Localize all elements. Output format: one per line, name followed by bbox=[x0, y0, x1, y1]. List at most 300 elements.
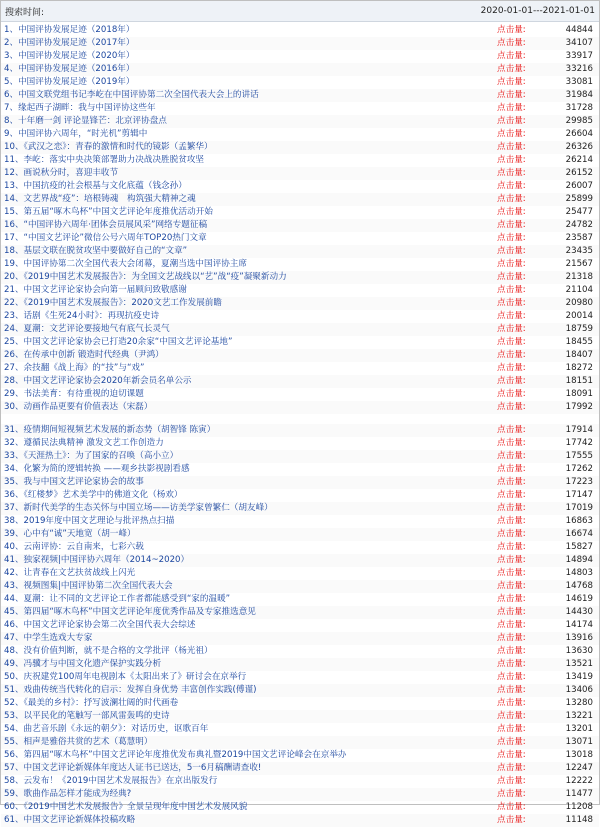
article-link[interactable] bbox=[4, 658, 497, 671]
article-link[interactable] bbox=[4, 619, 497, 632]
list-item bbox=[1, 749, 599, 762]
article-link[interactable] bbox=[4, 788, 497, 801]
article-number: 21 bbox=[4, 285, 15, 295]
click-count-label: 点击量: bbox=[497, 25, 526, 35]
list-item bbox=[1, 645, 599, 658]
article-title: “中国评协六周年·团体会员展风采”网络专题征稿 bbox=[23, 220, 208, 230]
article-title: 《红楼梦》艺术美学中的佛道文化（杨欢） bbox=[23, 490, 183, 500]
click-count bbox=[497, 775, 599, 788]
click-count bbox=[497, 37, 599, 50]
list-item bbox=[1, 349, 599, 362]
article-link[interactable] bbox=[4, 437, 497, 450]
article-title: 云南评协：云自南来，七彩六载 bbox=[23, 542, 144, 552]
click-count-label: 点击量: bbox=[497, 516, 526, 526]
list-item bbox=[1, 310, 599, 323]
article-link[interactable] bbox=[4, 102, 497, 115]
click-count bbox=[497, 76, 599, 89]
article-number: 45 bbox=[4, 607, 15, 617]
number-separator: 、 bbox=[14, 168, 24, 178]
click-count-value: 33081 bbox=[565, 77, 593, 87]
click-count-value: 26007 bbox=[565, 181, 593, 191]
article-link[interactable] bbox=[4, 89, 497, 102]
article-title: 中国文艺评论家协会第二次全国代表大会综述 bbox=[23, 620, 196, 630]
article-number: 3 bbox=[4, 51, 10, 61]
number-separator: 、 bbox=[14, 363, 24, 373]
click-count-label: 点击量: bbox=[497, 711, 526, 721]
click-count-label: 点击量: bbox=[497, 298, 526, 308]
click-count bbox=[497, 502, 599, 515]
click-count bbox=[497, 180, 599, 193]
number-separator: 、 bbox=[9, 129, 19, 139]
click-count bbox=[497, 749, 599, 762]
click-count-value: 14430 bbox=[565, 607, 593, 617]
click-count bbox=[497, 645, 599, 658]
click-count-value: 18151 bbox=[565, 376, 593, 386]
click-count-value: 13201 bbox=[565, 724, 593, 734]
click-count bbox=[497, 736, 599, 749]
article-number: 37 bbox=[4, 503, 15, 513]
article-link[interactable] bbox=[4, 76, 497, 89]
article-number: 42 bbox=[4, 568, 15, 578]
article-title: 以平民化的笔触写一部风雷轰鸣的史诗 bbox=[23, 711, 170, 721]
article-title: 歌曲作品怎样才能成为经典? bbox=[23, 789, 132, 799]
click-count-label: 点击量: bbox=[497, 737, 526, 747]
article-link[interactable] bbox=[4, 349, 497, 362]
article-link[interactable] bbox=[4, 115, 497, 128]
click-count-value: 33216 bbox=[565, 64, 593, 74]
article-number: 32 bbox=[4, 438, 15, 448]
click-count-value: 33917 bbox=[565, 51, 593, 61]
click-count-label: 点击量: bbox=[497, 77, 526, 87]
article-title: 《2019中国艺术发展报告》：2020文艺工作发展前瞻 bbox=[23, 298, 222, 308]
article-number: 36 bbox=[4, 490, 15, 500]
article-link[interactable] bbox=[4, 762, 497, 775]
article-link[interactable] bbox=[4, 50, 497, 63]
article-link[interactable] bbox=[4, 814, 497, 827]
click-count bbox=[497, 297, 599, 310]
list-item bbox=[1, 476, 599, 489]
article-link[interactable] bbox=[4, 489, 497, 502]
article-number: 44 bbox=[4, 594, 15, 604]
click-count-label: 点击量: bbox=[497, 464, 526, 474]
article-number: 6 bbox=[4, 90, 10, 100]
article-number: 51 bbox=[4, 685, 15, 695]
article-number: 2 bbox=[4, 38, 10, 48]
click-count-label: 点击量: bbox=[497, 776, 526, 786]
article-link[interactable] bbox=[4, 310, 497, 323]
click-count-value: 18407 bbox=[565, 350, 593, 360]
article-number: 46 bbox=[4, 620, 15, 630]
click-count bbox=[497, 515, 599, 528]
article-link[interactable] bbox=[4, 775, 497, 788]
article-number: 54 bbox=[4, 724, 15, 734]
number-separator: 、 bbox=[14, 451, 24, 461]
click-count-value: 11148 bbox=[565, 815, 593, 825]
number-separator: 、 bbox=[14, 181, 24, 191]
click-count bbox=[497, 388, 599, 401]
article-title: 夏潮：让不同的文艺评论工作者都能感受到“家的温暖” bbox=[23, 594, 231, 604]
click-count bbox=[497, 762, 599, 775]
article-title: 心中有“诚”天地宽（胡一峰） bbox=[23, 529, 136, 539]
click-count-label: 点击量: bbox=[497, 246, 526, 256]
click-count-label: 点击量: bbox=[497, 672, 526, 682]
article-title: 遵循民法典精神 激发文艺工作创造力 bbox=[23, 438, 164, 448]
click-count bbox=[497, 723, 599, 736]
click-count bbox=[497, 580, 599, 593]
article-number: 59 bbox=[4, 789, 15, 799]
number-separator: 、 bbox=[14, 594, 24, 604]
article-link[interactable] bbox=[4, 323, 497, 336]
click-count-label: 点击量: bbox=[497, 142, 526, 152]
article-title: 中国文艺评论家协会向第一届顾问致敬感谢 bbox=[23, 285, 187, 295]
article-title: 庆祝建党100周年电视剧本《太阳出来了》研讨会在京举行 bbox=[23, 672, 247, 682]
click-count bbox=[497, 206, 599, 219]
number-separator: 、 bbox=[14, 490, 24, 500]
click-count-label: 点击量: bbox=[497, 607, 526, 617]
number-separator: 、 bbox=[14, 763, 24, 773]
click-count bbox=[497, 115, 599, 128]
article-title: 话剧《生死24小时》：再现抗疫史诗 bbox=[23, 311, 160, 321]
article-link[interactable] bbox=[4, 388, 497, 401]
number-separator: 、 bbox=[14, 259, 24, 269]
number-separator: 、 bbox=[14, 633, 24, 643]
article-title: 中国评协发展足迹（2017年） bbox=[18, 38, 135, 48]
article-link[interactable] bbox=[4, 541, 497, 554]
article-title: 曲艺音乐剧《永远的朝夕》：对话历史，讴歌百年 bbox=[23, 724, 209, 734]
article-number: 31 bbox=[4, 425, 15, 435]
list-item bbox=[1, 258, 599, 271]
article-title: 独家视频|中国评协六周年（2014~2020） bbox=[23, 555, 190, 565]
list-item bbox=[1, 271, 599, 284]
article-title: 中国文艺评论新媒体年度达人证书已送达，5一6月稿酬请查收! bbox=[23, 763, 262, 773]
list-item bbox=[1, 63, 599, 76]
article-link[interactable] bbox=[4, 450, 497, 463]
article-link[interactable] bbox=[4, 710, 497, 723]
article-number: 25 bbox=[4, 337, 15, 347]
article-link[interactable] bbox=[4, 424, 497, 437]
click-count-value: 17147 bbox=[565, 490, 593, 500]
article-title: 冯骥才与中国文化遗产保护实践分析 bbox=[23, 659, 162, 669]
list-item bbox=[1, 50, 599, 63]
article-number: 14 bbox=[4, 194, 15, 204]
click-count bbox=[497, 128, 599, 141]
click-count-value: 21318 bbox=[565, 272, 593, 282]
click-count-value: 18455 bbox=[565, 337, 593, 347]
list-item bbox=[1, 284, 599, 297]
article-number: 55 bbox=[4, 737, 15, 747]
article-link[interactable] bbox=[4, 180, 497, 193]
article-link[interactable] bbox=[4, 258, 497, 271]
click-count bbox=[497, 450, 599, 463]
article-title: 戏曲传统当代转化的启示：发挥自身优势 丰富创作实践(傅谨) bbox=[23, 685, 257, 695]
number-separator: 、 bbox=[14, 155, 24, 165]
article-link[interactable] bbox=[4, 502, 497, 515]
article-number: 43 bbox=[4, 581, 15, 591]
number-separator: 、 bbox=[14, 389, 24, 399]
list-item bbox=[1, 606, 599, 619]
article-number: 39 bbox=[4, 529, 15, 539]
click-count-value: 12247 bbox=[565, 763, 593, 773]
article-link[interactable] bbox=[4, 736, 497, 749]
article-title: 书法美育：有待重视的迫切课题 bbox=[23, 389, 144, 399]
article-link[interactable] bbox=[4, 463, 497, 476]
click-count-label: 点击量: bbox=[497, 490, 526, 500]
article-number: 30 bbox=[4, 402, 15, 412]
article-number: 9 bbox=[4, 129, 10, 139]
list-item bbox=[1, 580, 599, 593]
click-count-value: 26152 bbox=[565, 168, 593, 178]
article-link[interactable] bbox=[4, 375, 497, 388]
click-count bbox=[497, 489, 599, 502]
click-count-value: 12222 bbox=[565, 776, 593, 786]
article-link[interactable] bbox=[4, 697, 497, 710]
click-count-label: 点击量: bbox=[497, 285, 526, 295]
article-title: 画说秋分时，喜迎丰收节 bbox=[23, 168, 119, 178]
number-separator: 、 bbox=[14, 324, 24, 334]
number-separator: 、 bbox=[14, 711, 24, 721]
click-count-value: 16674 bbox=[565, 529, 593, 539]
click-count bbox=[497, 606, 599, 619]
click-count-value: 34107 bbox=[565, 38, 593, 48]
list-item bbox=[1, 424, 599, 437]
list-item bbox=[1, 128, 599, 141]
list-item bbox=[1, 567, 599, 580]
article-number: 23 bbox=[4, 311, 15, 321]
click-count-value: 14619 bbox=[565, 594, 593, 604]
list-item bbox=[1, 154, 599, 167]
click-count bbox=[497, 424, 599, 437]
number-separator: 、 bbox=[14, 581, 24, 591]
click-count-value: 13521 bbox=[565, 659, 593, 669]
article-number: 47 bbox=[4, 633, 15, 643]
article-number: 61 bbox=[4, 815, 15, 825]
article-number: 40 bbox=[4, 542, 15, 552]
click-count bbox=[497, 671, 599, 684]
list-item bbox=[1, 489, 599, 502]
article-number: 10 bbox=[4, 142, 15, 152]
article-link[interactable] bbox=[4, 606, 497, 619]
article-link[interactable] bbox=[4, 63, 497, 76]
number-separator: 、 bbox=[14, 298, 24, 308]
article-title: 中国评协第二次全国代表大会闭幕，夏潮当选中国评协主席 bbox=[23, 259, 247, 269]
article-link[interactable] bbox=[4, 154, 497, 167]
article-link[interactable] bbox=[4, 167, 497, 180]
click-count bbox=[497, 814, 599, 827]
click-count-value: 14803 bbox=[565, 568, 593, 578]
click-count-label: 点击量: bbox=[497, 815, 526, 825]
article-title: 李屹：落实中央决策部署助力决战决胜脱贫攻坚 bbox=[23, 155, 205, 165]
number-separator: 、 bbox=[14, 425, 24, 435]
list-item bbox=[1, 528, 599, 541]
article-number: 22 bbox=[4, 298, 15, 308]
article-link[interactable] bbox=[4, 219, 497, 232]
click-count-value: 13630 bbox=[565, 646, 593, 656]
click-count-label: 点击量: bbox=[497, 90, 526, 100]
article-title: 第四届“啄木鸟杯”中国文艺评论年度推优发布典礼暨2019中国文艺评论峰会在京举办 bbox=[23, 750, 347, 760]
click-count-label: 点击量: bbox=[497, 64, 526, 74]
number-separator: 、 bbox=[9, 64, 19, 74]
article-title: 《最美的乡村》：抒写波澜壮阔的时代画卷 bbox=[23, 698, 179, 708]
click-count-label: 点击量: bbox=[497, 477, 526, 487]
click-count-value: 21567 bbox=[565, 259, 593, 269]
article-number: 58 bbox=[4, 776, 15, 786]
number-separator: 、 bbox=[14, 646, 24, 656]
article-title: 疫情期间短视频艺术发展的新态势（胡智锋 陈寅） bbox=[23, 425, 216, 435]
article-title: 夏潮：文艺评论要接地气有底气长灵气 bbox=[23, 324, 170, 334]
list-item bbox=[1, 437, 599, 450]
article-link[interactable] bbox=[4, 245, 497, 258]
article-link[interactable] bbox=[4, 567, 497, 580]
click-count bbox=[497, 89, 599, 102]
article-title: 云发布！《2019中国艺术发展报告》在京出版发行 bbox=[23, 776, 218, 786]
article-link[interactable] bbox=[4, 297, 497, 310]
click-count-label: 点击量: bbox=[497, 620, 526, 630]
number-separator: 、 bbox=[9, 77, 19, 87]
click-count-value: 17992 bbox=[565, 402, 593, 412]
number-separator: 、 bbox=[14, 750, 24, 760]
click-count bbox=[497, 528, 599, 541]
click-count-label: 点击量: bbox=[497, 685, 526, 695]
click-count-label: 点击量: bbox=[497, 555, 526, 565]
list-item bbox=[1, 671, 599, 684]
click-count-value: 13916 bbox=[565, 633, 593, 643]
click-count-value: 23435 bbox=[565, 246, 593, 256]
click-count-label: 点击量: bbox=[497, 646, 526, 656]
article-title: 《2019中国艺术发展报告》全景呈现年度中国艺术发展风貌 bbox=[23, 802, 248, 812]
number-separator: 、 bbox=[14, 607, 24, 617]
click-count-label: 点击量: bbox=[497, 750, 526, 760]
list-item bbox=[1, 219, 599, 232]
click-count-value: 17742 bbox=[565, 438, 593, 448]
click-count bbox=[497, 154, 599, 167]
article-title: “中国文艺评论”微信公号六周年TOP20热门文章 bbox=[23, 233, 207, 243]
article-number: 41 bbox=[4, 555, 15, 565]
number-separator: 、 bbox=[14, 350, 24, 360]
article-number: 16 bbox=[4, 220, 15, 230]
click-count-value: 25477 bbox=[565, 207, 593, 217]
click-count-value: 17262 bbox=[565, 464, 593, 474]
article-link[interactable] bbox=[4, 749, 497, 762]
article-link[interactable] bbox=[4, 401, 497, 414]
click-count-value: 13018 bbox=[565, 750, 593, 760]
article-link[interactable] bbox=[4, 271, 497, 284]
number-separator: 、 bbox=[14, 737, 24, 747]
article-link[interactable] bbox=[4, 193, 497, 206]
click-count-label: 点击量: bbox=[497, 376, 526, 386]
click-count-label: 点击量: bbox=[497, 220, 526, 230]
number-separator: 、 bbox=[9, 90, 19, 100]
click-count-value: 11208 bbox=[565, 802, 593, 812]
click-count bbox=[497, 684, 599, 697]
number-separator: 、 bbox=[14, 207, 24, 217]
number-separator: 、 bbox=[14, 376, 24, 386]
article-link[interactable] bbox=[4, 362, 497, 375]
list-item bbox=[1, 723, 599, 736]
article-title: 《武汉之恋》：青春的激情和时代的镜影（孟繁华） bbox=[23, 142, 213, 152]
click-count-label: 点击量: bbox=[497, 38, 526, 48]
list-item bbox=[1, 554, 599, 567]
article-number: 27 bbox=[4, 363, 15, 373]
list-item bbox=[1, 245, 599, 258]
article-link[interactable] bbox=[4, 684, 497, 697]
article-link[interactable] bbox=[4, 580, 497, 593]
click-count bbox=[497, 245, 599, 258]
article-link[interactable] bbox=[4, 232, 497, 245]
list-item bbox=[1, 362, 599, 375]
click-count-value: 18272 bbox=[565, 363, 593, 373]
click-count bbox=[497, 554, 599, 567]
click-count-label: 点击量: bbox=[497, 698, 526, 708]
list-item bbox=[1, 450, 599, 463]
article-link[interactable] bbox=[4, 336, 497, 349]
click-count bbox=[497, 349, 599, 362]
article-link[interactable] bbox=[4, 723, 497, 736]
list-item bbox=[1, 775, 599, 788]
list-item bbox=[1, 180, 599, 193]
click-count-value: 11477 bbox=[565, 789, 593, 799]
article-number: 1 bbox=[4, 25, 10, 35]
click-count-label: 点击量: bbox=[497, 402, 526, 412]
number-separator: 、 bbox=[14, 272, 24, 282]
article-title: 中国文联党组书记李屹在中国评协第二次全国代表大会上的讲话 bbox=[18, 90, 259, 100]
click-count bbox=[497, 463, 599, 476]
click-count-value: 18759 bbox=[565, 324, 593, 334]
article-link[interactable] bbox=[4, 128, 497, 141]
article-number: 15 bbox=[4, 207, 15, 217]
article-link[interactable] bbox=[4, 632, 497, 645]
click-count-label: 点击量: bbox=[497, 581, 526, 591]
click-count-value: 14894 bbox=[565, 555, 593, 565]
article-link[interactable] bbox=[4, 24, 497, 37]
article-link[interactable] bbox=[4, 284, 497, 297]
article-link[interactable] bbox=[4, 515, 497, 528]
number-separator: 、 bbox=[14, 568, 24, 578]
click-count-value: 26326 bbox=[565, 142, 593, 152]
article-link[interactable] bbox=[4, 554, 497, 567]
click-count bbox=[497, 632, 599, 645]
article-link[interactable] bbox=[4, 476, 497, 489]
article-link[interactable] bbox=[4, 141, 497, 154]
article-title: 中国评协发展足迹（2020年） bbox=[18, 51, 135, 61]
article-number: 29 bbox=[4, 389, 15, 399]
click-count bbox=[497, 788, 599, 801]
article-number: 60 bbox=[4, 802, 15, 812]
list-item bbox=[1, 814, 599, 827]
article-number: 7 bbox=[4, 103, 10, 113]
article-title: 中国评协六周年，“时光机”剪辑中 bbox=[18, 129, 148, 139]
list-item bbox=[1, 232, 599, 245]
click-count-label: 点击量: bbox=[497, 542, 526, 552]
click-count-label: 点击量: bbox=[497, 425, 526, 435]
click-count bbox=[497, 336, 599, 349]
article-link[interactable] bbox=[4, 206, 497, 219]
article-link[interactable] bbox=[4, 671, 497, 684]
article-title: 缘起西子湖畔：我与中国评协这些年 bbox=[18, 103, 156, 113]
article-link[interactable] bbox=[4, 593, 497, 606]
list-item bbox=[1, 89, 599, 102]
list-item bbox=[1, 593, 599, 606]
article-link[interactable] bbox=[4, 645, 497, 658]
list-item bbox=[1, 401, 599, 414]
article-link[interactable] bbox=[4, 528, 497, 541]
click-count bbox=[497, 567, 599, 580]
article-number: 26 bbox=[4, 350, 15, 360]
list-item bbox=[1, 736, 599, 749]
article-link[interactable] bbox=[4, 801, 497, 814]
article-title: 动画作品更要有价值表达（宋磊） bbox=[23, 402, 153, 412]
article-link[interactable] bbox=[4, 37, 497, 50]
list-item bbox=[1, 375, 599, 388]
